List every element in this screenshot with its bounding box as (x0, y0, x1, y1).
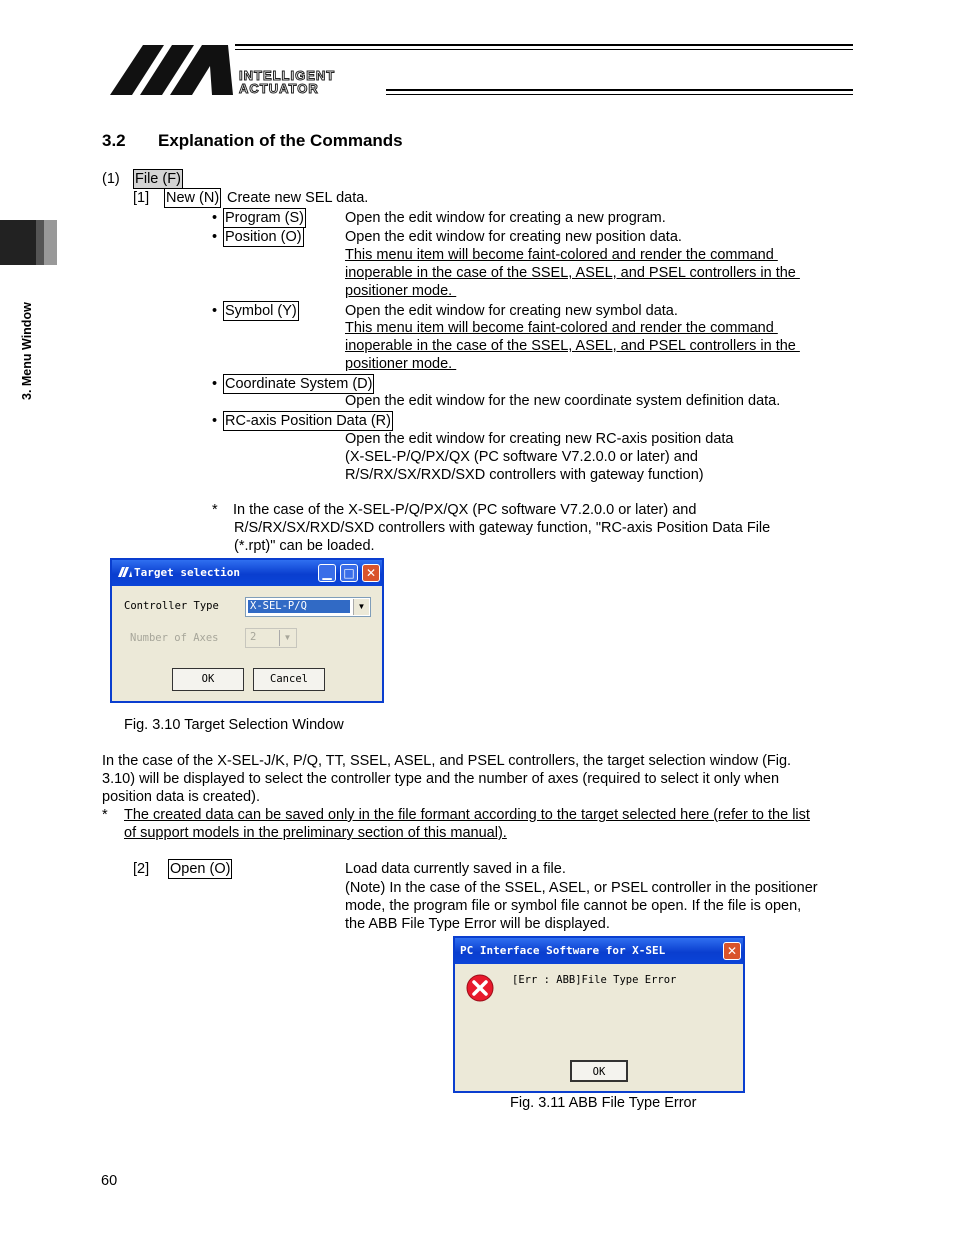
section-title: Explanation of the Commands (158, 131, 403, 150)
header-rule-bottom (386, 89, 853, 91)
program-menu-label[interactable]: Program (S) (225, 210, 304, 226)
controller-type-select[interactable] (245, 597, 371, 617)
open-desc-line: (Note) In the case of the SSEL, ASEL, or PSEL controller in the positioner (345, 880, 818, 896)
symbol-note-line: This menu item will become faint-colored and render the command (345, 320, 778, 336)
saved-note-mark: * (102, 807, 108, 823)
error-ok-button[interactable]: OK (570, 1060, 628, 1082)
error-message: [Err : ABB]File Type Error (512, 974, 677, 986)
ok-button[interactable]: OK (172, 668, 244, 691)
position-note-line: inoperable in the case of the SSEL, ASEL, and PSEL controllers in the (345, 265, 800, 281)
saved-note-line: of support models in the preliminary section of this manual). (124, 825, 507, 841)
error-dialog-titlebar[interactable] (455, 938, 743, 964)
bullet: • (212, 413, 218, 429)
program-desc: Open the edit window for creating a new program. (345, 210, 666, 226)
header-rule-top-thin (235, 49, 853, 50)
close-icon[interactable]: ✕ (723, 942, 741, 960)
error-icon (466, 974, 494, 1002)
bullet: • (212, 376, 218, 392)
position-note-line: This menu item will become faint-colored and render the command (345, 247, 778, 263)
side-tab-label: 3. Menu Window (20, 302, 34, 400)
company-logo-icon (110, 44, 234, 96)
position-desc: Open the edit window for creating new position data. (345, 229, 682, 245)
file-index: (1) (102, 171, 120, 187)
body-para-line: In the case of the X-SEL-J/K, P/Q, TT, SSEL, ASEL, and PSEL controllers, the target selection window (Fig. (102, 753, 792, 769)
symbol-note-line: positioner mode. (345, 356, 457, 372)
symbol-menu-label[interactable]: Symbol (Y) (225, 303, 297, 319)
symbol-note-line: inoperable in the case of the SSEL, ASEL, and PSEL controllers in the (345, 338, 800, 354)
target-dialog-titlebar[interactable] (112, 560, 382, 586)
chevron-down-icon[interactable]: ▼ (353, 599, 369, 615)
side-tab-block-light (44, 220, 57, 265)
cancel-button[interactable]: Cancel (253, 668, 325, 691)
target-dialog-title: Target selection (134, 566, 240, 579)
bullet: • (212, 210, 218, 226)
bullet: • (212, 229, 218, 245)
rc-note-line: In the case of the X-SEL-P/Q/PX/QX (PC software V7.2.0.0 or later) and (233, 502, 697, 518)
number-of-axes-select[interactable] (245, 628, 297, 648)
rc-note-line: (*.rpt)" can be loaded. (234, 538, 375, 554)
side-tab-block-mid (36, 220, 44, 265)
new-index: [1] (133, 190, 150, 206)
rc-note-line: R/S/RX/SX/RXD/SXD controllers with gateway function, "RC-axis Position Data File (234, 520, 771, 536)
target-selection-dialog (110, 558, 384, 703)
maximize-icon[interactable]: □ (340, 564, 358, 582)
position-note-line: positioner mode. (345, 283, 457, 299)
open-desc-line: mode, the program file or symbol file cannot be open. If the file is open, (345, 898, 802, 914)
rc-axis-desc-line: R/S/RX/SX/RXD/SXD controllers with gateway function) (345, 467, 704, 483)
number-of-axes-label: Number of Axes (130, 632, 219, 644)
error-dialog-title: PC Interface Software for X-SEL (460, 944, 666, 957)
close-icon[interactable]: ✕ (362, 564, 380, 582)
controller-type-label: Controller Type (124, 600, 219, 612)
minimize-icon[interactable]: ▁ (318, 564, 336, 582)
open-index: [2] (133, 861, 150, 877)
rc-axis-desc-line: (X-SEL-P/Q/PX/QX (PC software V7.2.0.0 or later) and (345, 449, 698, 465)
body-para-line: 3.10) will be displayed to select the controller type and the number of axes (required to select it only when (102, 771, 780, 787)
body-para-line: position data is created). (102, 789, 260, 805)
file-menu-label[interactable]: File (F) (135, 171, 181, 187)
fig-3-10-caption: Fig. 3.10 Target Selection Window (124, 717, 344, 733)
bullet: • (212, 303, 218, 319)
controller-type-value: X-SEL-P/Q (248, 600, 350, 613)
chevron-down-icon[interactable]: ▼ (279, 630, 295, 646)
coordinate-system-desc: Open the edit window for the new coordinate system definition data. (345, 393, 781, 409)
symbol-desc: Open the edit window for creating new symbol data. (345, 303, 678, 319)
logo-line1: INTELLIGENT (239, 68, 336, 83)
new-menu-label[interactable]: New (N) (166, 190, 220, 206)
logo-line2: ACTUATOR (239, 81, 319, 96)
app-logo-icon (118, 567, 132, 577)
new-desc: Create new SEL data. (227, 190, 369, 206)
error-dialog (453, 936, 745, 1093)
rc-note-mark: * (212, 502, 218, 518)
rc-axis-position-menu-label[interactable]: RC-axis Position Data (R) (225, 413, 391, 429)
number-of-axes-value: 2 (250, 631, 257, 643)
page-number: 60 (101, 1173, 118, 1189)
open-desc-line: Load data currently saved in a file. (345, 861, 566, 877)
saved-note-line: The created data can be saved only in the file formant according to the target selected here (refer to the list (124, 807, 810, 823)
header-rule-top (235, 44, 853, 46)
position-menu-label[interactable]: Position (O) (225, 229, 302, 245)
fig-3-11-caption: Fig. 3.11 ABB File Type Error (510, 1095, 697, 1111)
open-desc-line: the ABB File Type Error will be displayed. (345, 916, 610, 932)
coordinate-system-menu-label[interactable]: Coordinate System (D) (225, 376, 373, 392)
rc-axis-desc-line: Open the edit window for creating new RC-axis position data (345, 431, 734, 447)
side-tab-block-dark (0, 220, 36, 265)
section-number: 3.2 (102, 131, 126, 150)
open-menu-label[interactable]: Open (O) (170, 861, 231, 877)
header-rule-bottom-thin (386, 94, 853, 95)
